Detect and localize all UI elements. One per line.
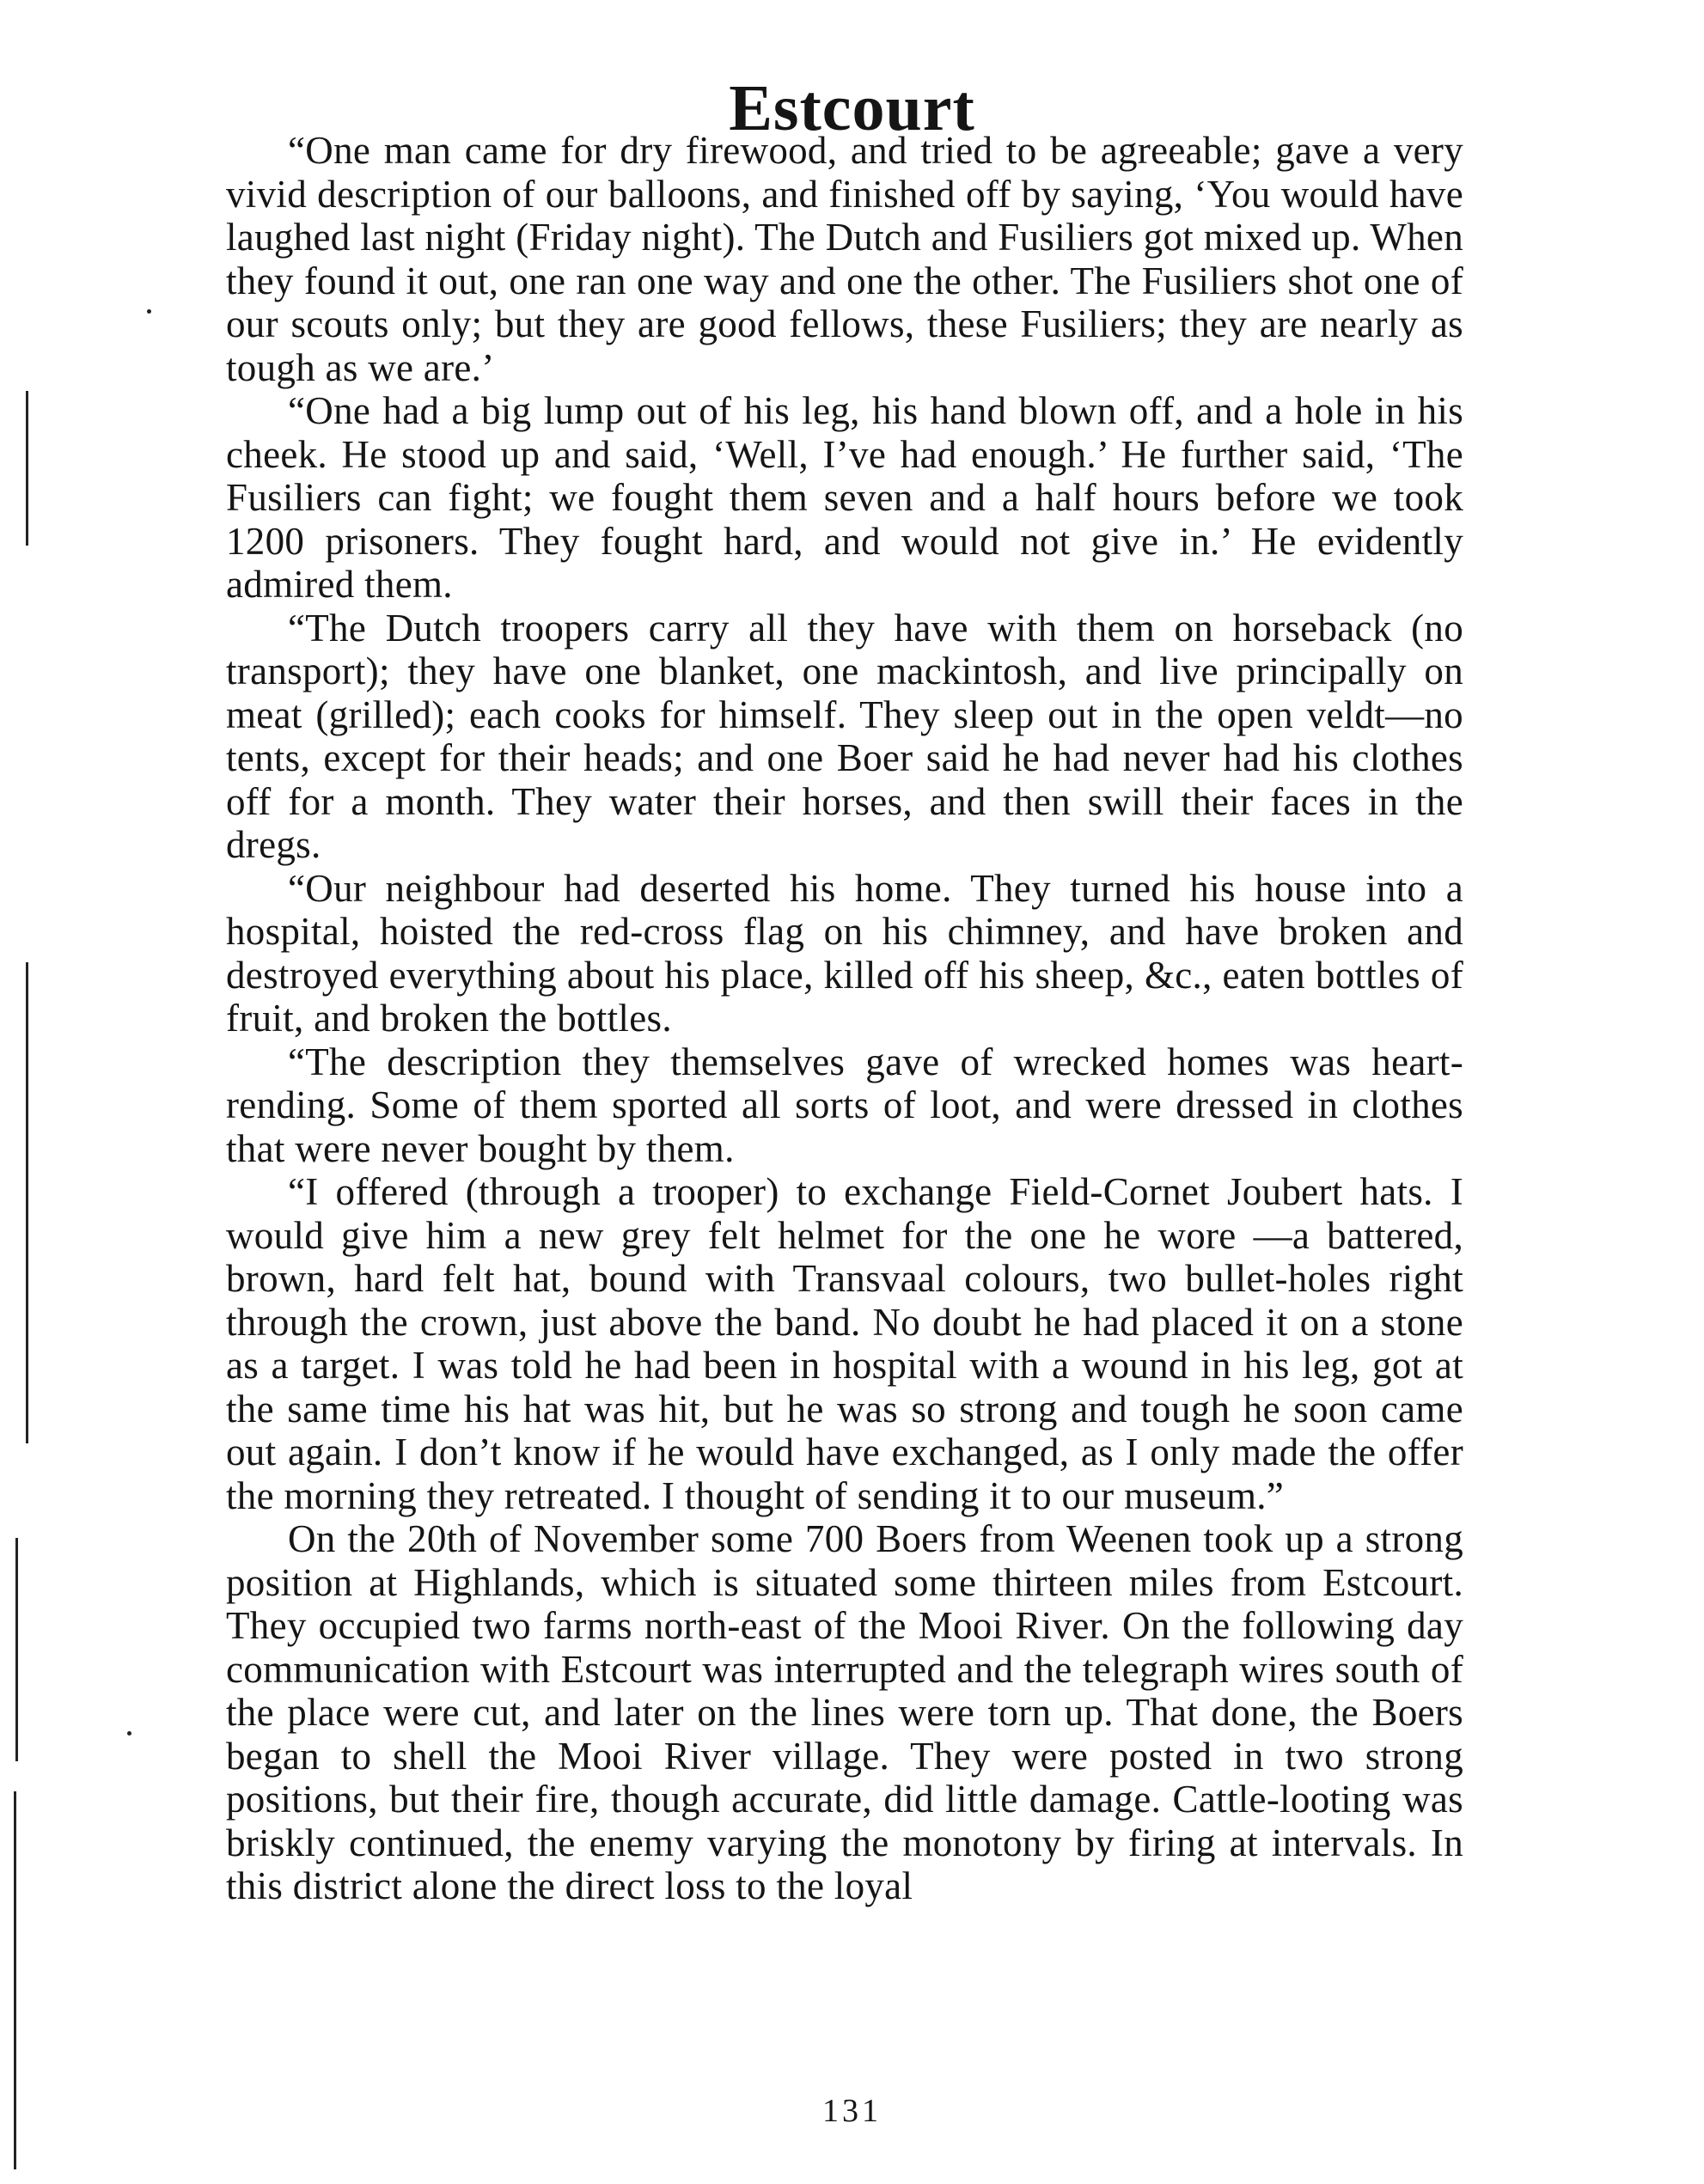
paragraph: “The Dutch troopers carry all they have with them on horseback (no transport); they have one blanket, one mackintosh, and live principally on meat (grilled); each cooks for himself. They sleep out in the open veldt—no tents, except for their heads; and one Boer said he had never had his clothes off for a month. They water their horses, and then swill their faces in the dregs. <box>226 606 1463 866</box>
scan-margin-line <box>26 391 28 546</box>
paragraph: “One man came for dry firewood, and tried to be agreeable; gave a very vivid description of our balloons, and finished off by saying, ‘You would have laughed last night (Friday night). The Dutch and Fusiliers got mixed up. When they found it out, one ran one way and one the other. The Fusiliers shot one of our scouts only; but they are good fellows, these Fusiliers; they are nearly as tough as we are.’ <box>226 129 1463 389</box>
paragraph: “Our neighbour had deserted his home. They turned his house into a hospital, hoisted the red-cross flag on his chimney, and have broken and destroyed everything about his place, killed off his sheep, &c., eaten bottles of fruit, and broken the bottles. <box>226 866 1463 1040</box>
scan-speck <box>147 309 151 314</box>
scan-margin-line <box>26 962 28 1443</box>
page-number: 131 <box>822 2093 882 2129</box>
paragraph: “One had a big lump out of his leg, his hand blown off, and a hole in his cheek. He stood up and said, ‘Well, I’ve had enough.’ He further said, ‘The Fusiliers can fight; we fought them seven and a half hours before we took 1200 prisoners. They fought hard, and would not give in.’ He evidently admired them. <box>226 389 1463 606</box>
scan-margin-line <box>15 1538 18 1761</box>
running-head: Estcourt <box>729 71 975 144</box>
page-body <box>226 129 1463 1908</box>
paragraph: “The description they themselves gave of wrecked homes was heart-rending. Some of them sported all sorts of loot, and were dressed in clothes that were never bought by them. <box>226 1040 1463 1170</box>
scan-speck <box>127 1731 131 1736</box>
paragraph: “I offered (through a trooper) to exchange Field-Cornet Joubert hats. I would give him a new grey felt helmet for the one he wore —a battered, brown, hard felt hat, bound with Transvaal colours, two bullet-holes right through the crown, just above the band. No doubt he had placed it on a stone as a target. I was told he had been in hospital with a wound in his leg, got at the same time his hat was hit, but he was so strong and tough he soon came out again. I don’t know if he would have exchanged, as I only made the offer the morning they retreated. I thought of sending it to our museum.” <box>226 1170 1463 1517</box>
paragraph: On the 20th of November some 700 Boers from Weenen took up a strong position at Highlands, which is situated some thirteen miles from Estcourt. They occupied two farms north-east of the Mooi River. On the following day communication with Estcourt was interrupted and the telegraph wires south of the place were cut, and later on the lines were torn up. That done, the Boers began to shell the Mooi River village. They were posted in two strong positions, but their fire, though accurate, did little damage. Cattle-looting was briskly continued, the enemy varying the monotony by firing at intervals. In this district alone the direct loss to the loyal <box>226 1517 1463 1907</box>
